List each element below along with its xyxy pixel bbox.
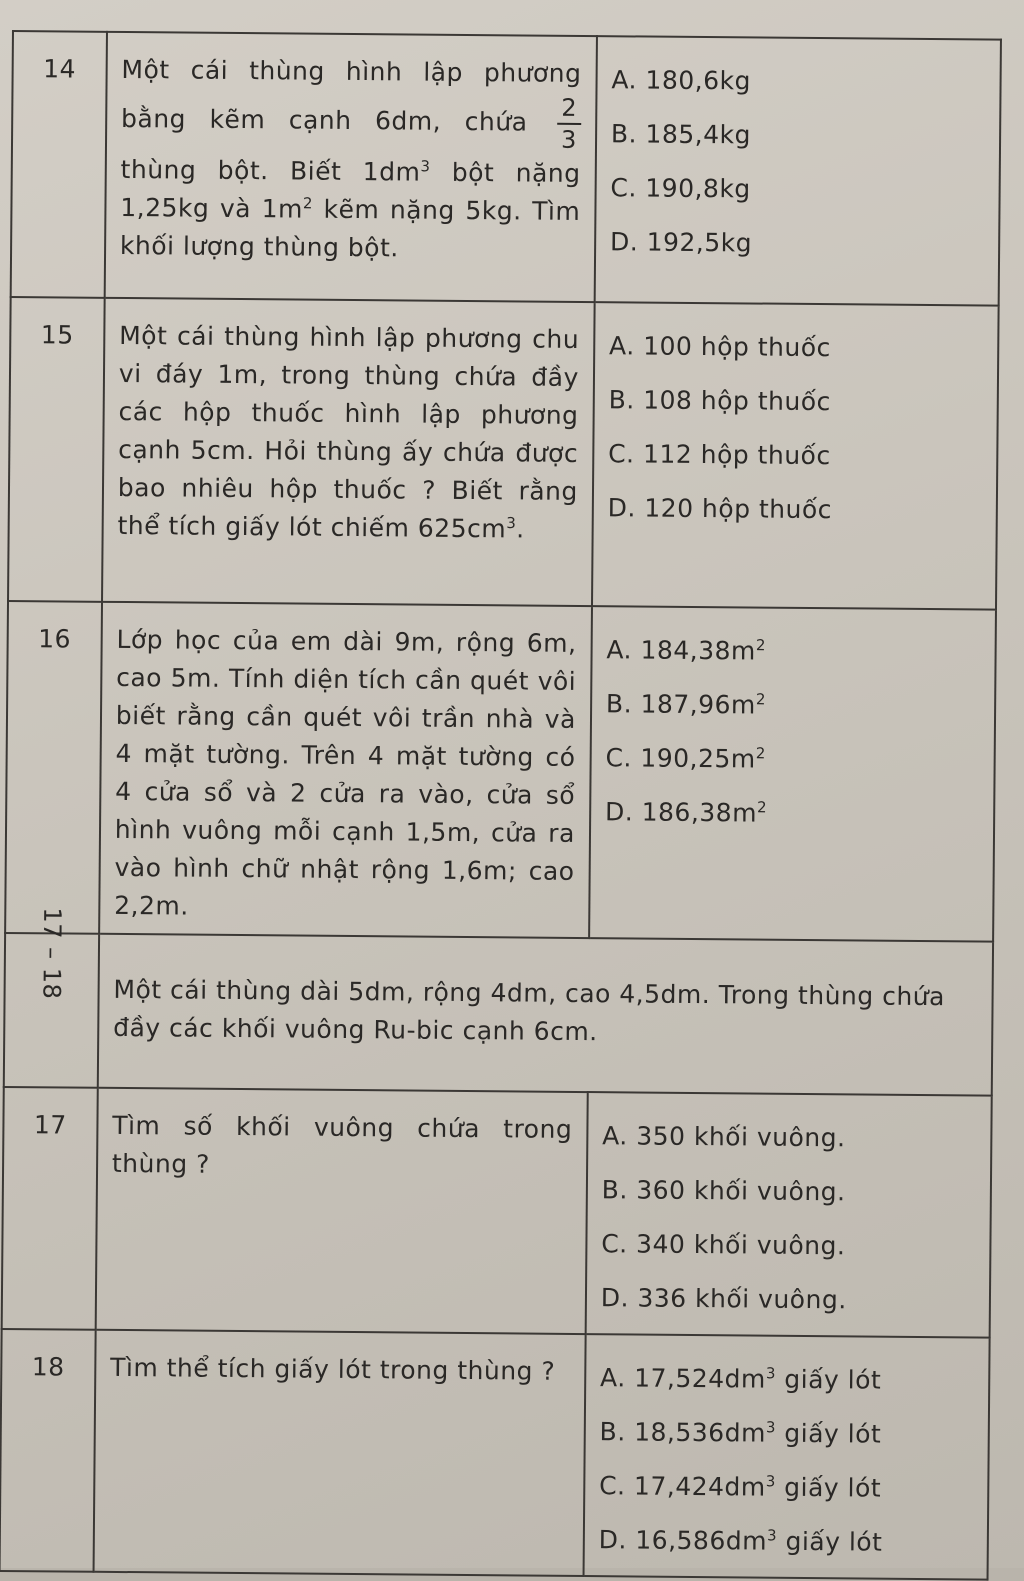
table-row	[5, 601, 996, 942]
answer-option-c[interactable]: C. 112 hộp thuốc	[608, 439, 831, 471]
question-number: 18	[0, 1329, 96, 1572]
answer-option-b[interactable]: B. 108 hộp thuốc	[608, 385, 831, 417]
answer-options	[589, 606, 996, 942]
question-text: Một cái thùng hình lập phương bằng kẽm cạnh 6dm, chứa $\frac{2}{3}$ thùng bột. Biết $1dm^3$ bột nặng 1,25kg và $1m^2$ kẽm nặng 5kg. Tìm khối lượng thùng bột.	[105, 32, 597, 302]
answer-option-c[interactable]: C. 190,8kg	[610, 173, 751, 204]
answer-option-d[interactable]: D. $16,586dm^3$ giấy lót	[598, 1525, 883, 1557]
question-number: 16	[5, 601, 102, 934]
question-number: 15	[8, 297, 104, 602]
answer-option-b[interactable]: B. 360 khối vuông.	[601, 1175, 846, 1207]
answer-option-a[interactable]: A. $184,38m^2$	[606, 635, 767, 666]
question-text: Tìm số khối vuông chứa trong thùng ?	[96, 1088, 588, 1334]
answer-option-d[interactable]: D. 192,5kg	[609, 227, 753, 258]
question-text: Tìm thể tích giấy lót trong thùng ?	[93, 1330, 585, 1576]
answer-option-c[interactable]: C. 340 khối vuông.	[601, 1229, 846, 1261]
answer-option-b[interactable]: B. $18,536dm^3$ giấy lót	[599, 1417, 882, 1449]
table-row	[2, 1087, 992, 1338]
answer-options	[583, 1334, 989, 1580]
table-row	[11, 31, 1001, 306]
answer-option-c[interactable]: C. $17,424dm^3$ giấy lót	[599, 1471, 882, 1503]
answer-option-b[interactable]: B. $187,96m^2$	[605, 689, 767, 720]
answer-option-d[interactable]: D. 336 khối vuông.	[600, 1283, 847, 1315]
table-row	[0, 1329, 990, 1580]
question-number: 17	[2, 1087, 98, 1330]
question-text: Một cái thùng hình lập phương chu vi đáy 1m, trong thùng chứa đầy các hộp thuốc hình lập phương cạnh 5cm. Hỏi thùng ấy chứa được bao nhiêu hộp thuốc ? Biết rằng thể tích giấy lót chiếm $625cm^3$.	[102, 298, 595, 606]
answer-option-d[interactable]: D. $186,38m^2$	[604, 797, 768, 828]
question-text: Lớp học của em dài 9m, rộng 6m, cao 5m. Tính diện tích cần quét vôi biết rằng cần quét vôi trần nhà và 4 mặt tường. Trên 4 mặt tường có 4 cửa sổ và 2 cửa ra vào, cửa sổ hình vuông mỗi cạnh 1,5m, cửa ra vào hình chữ nhật rộng 1,6m; cao 2,2m.	[99, 602, 592, 938]
table-row	[8, 297, 999, 610]
answer-option-b[interactable]: B. 185,4kg	[610, 119, 752, 150]
fraction: $\frac{2}{3}$	[557, 93, 582, 155]
answer-option-a[interactable]: A. $17,524dm^3$ giấy lót	[599, 1363, 882, 1395]
answer-options	[592, 302, 999, 610]
shared-question-text: Một cái thùng dài 5dm, rộng 4dm, cao 4,5dm. Trong thùng chứa đầy các khối vuông Ru-bic cạnh 6cm.	[98, 934, 993, 1096]
answer-option-a[interactable]: A. 100 hộp thuốc	[608, 331, 831, 363]
answer-option-a[interactable]: A. 180,6kg	[611, 65, 752, 96]
question-number: 14	[11, 31, 107, 298]
answer-option-c[interactable]: C. $190,25m^2$	[605, 743, 766, 774]
answer-option-d[interactable]: D. 120 hộp thuốc	[607, 493, 833, 525]
question-number-vertical: 17 – 18	[4, 933, 99, 1088]
answer-options	[594, 36, 1000, 306]
question-table	[0, 30, 1002, 1581]
answer-option-a[interactable]: A. 350 khối vuông.	[602, 1121, 846, 1153]
table-row	[4, 933, 993, 1096]
answer-options	[585, 1092, 991, 1338]
